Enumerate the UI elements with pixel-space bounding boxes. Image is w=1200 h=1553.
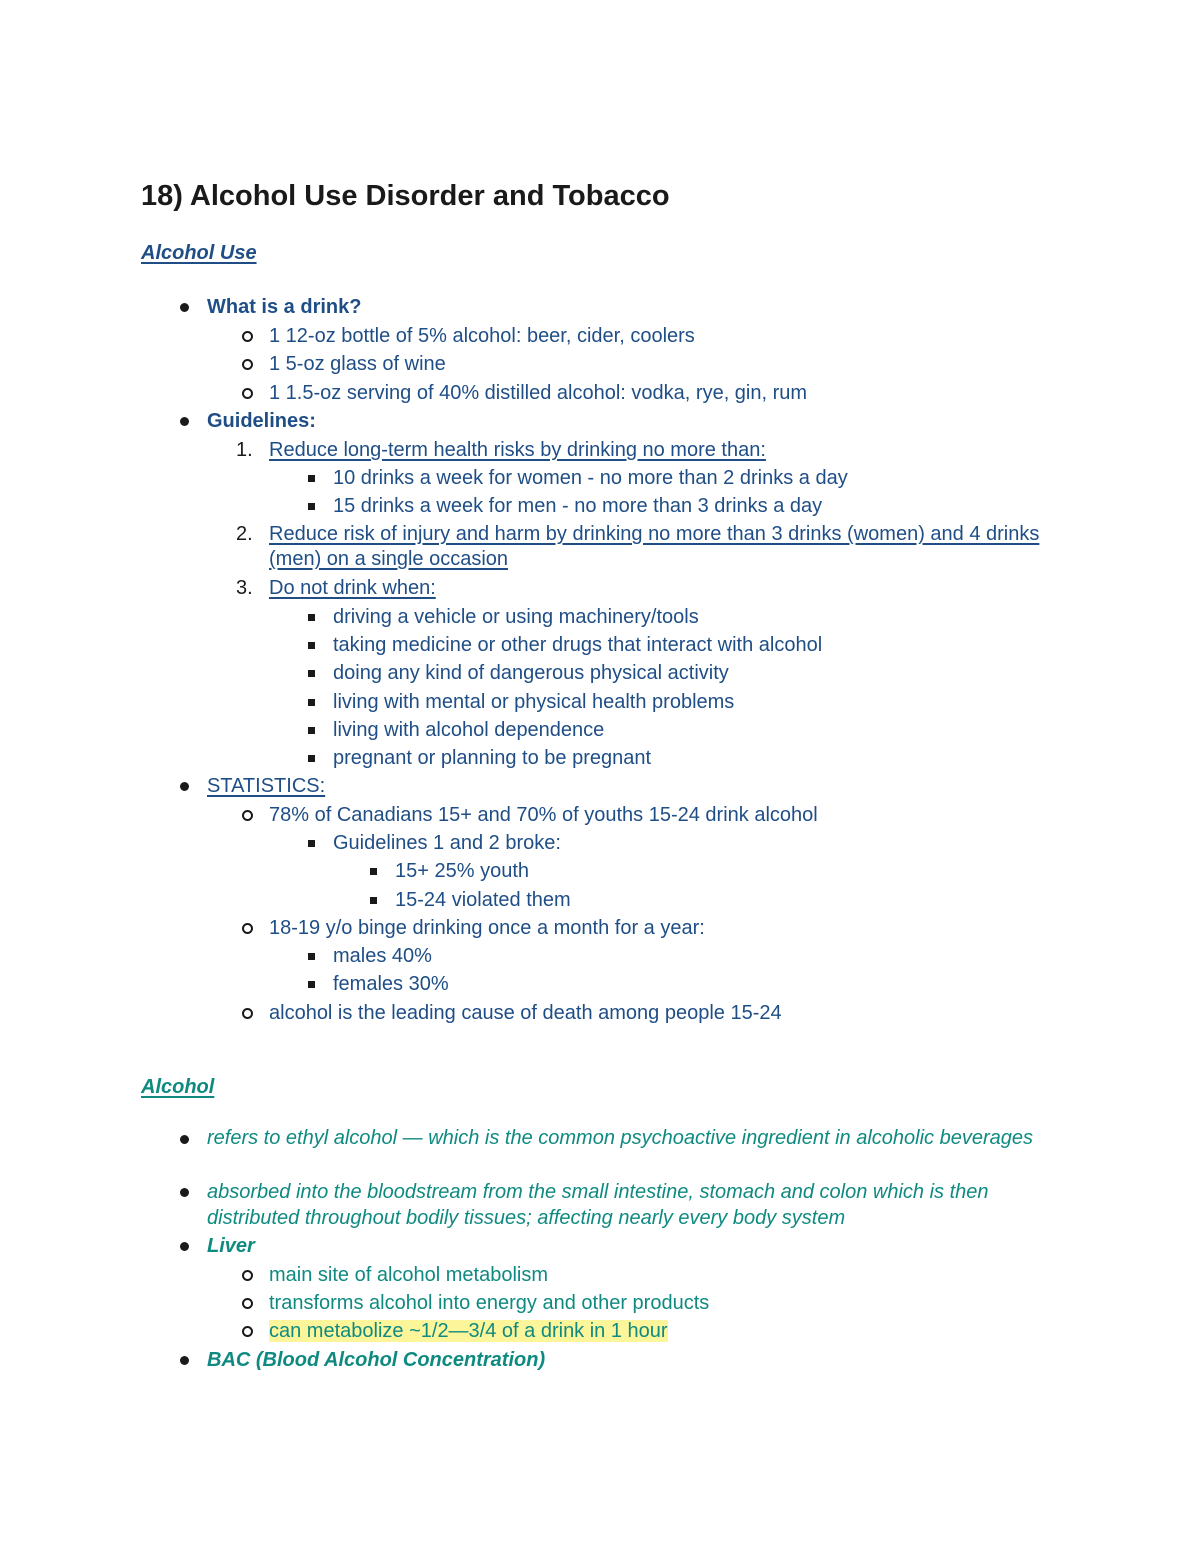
list-item: 1. Reduce long-term health risks by drinking no more than:	[236, 439, 766, 461]
list-item: 15+ 25% youth	[395, 858, 529, 884]
bullet-icon	[242, 1270, 253, 1281]
list-item: pregnant or planning to be pregnant	[333, 745, 651, 771]
bullet-icon	[180, 1188, 189, 1197]
list-item: doing any kind of dangerous physical activity	[333, 660, 729, 686]
bullet-icon	[180, 303, 189, 312]
bullet-icon	[308, 981, 315, 988]
list-item: taking medicine or other drugs that interact with alcohol	[333, 632, 822, 658]
section-heading-alcohol-use: Alcohol Use	[141, 242, 257, 264]
bullet-icon	[180, 1356, 189, 1365]
list-item: What is a drink?	[207, 294, 361, 320]
bullet-icon	[242, 1326, 253, 1337]
list-item: 1 12-oz bottle of 5% alcohol: beer, cider, coolers	[269, 323, 695, 349]
list-item: living with alcohol dependence	[333, 717, 604, 743]
bullet-icon	[242, 1008, 253, 1019]
bullet-icon	[308, 670, 315, 677]
bullet-icon	[308, 727, 315, 734]
bullet-icon	[308, 642, 315, 649]
list-item: females 30%	[333, 971, 449, 997]
bullet-icon	[308, 503, 315, 510]
bullet-icon	[242, 359, 253, 370]
list-item: living with mental or physical health problems	[333, 689, 734, 715]
list-item: 2. Reduce risk of injury and harm by drinking no more than 3 drinks (women) and 4 drinks (men) on a single occasion	[236, 523, 1040, 570]
bullet-icon	[180, 1242, 189, 1251]
bullet-icon	[242, 810, 253, 821]
list-item: STATISTICS:	[207, 773, 325, 799]
bullet-icon	[180, 782, 189, 791]
bullet-icon	[242, 388, 253, 399]
list-item: refers to ethyl alcohol — which is the common psychoactive ingredient in alcoholic beverages	[207, 1126, 1047, 1151]
list-item: Guidelines:	[207, 408, 316, 434]
list-item: 18-19 y/o binge drinking once a month for a year:	[269, 915, 705, 941]
list-item: males 40%	[333, 943, 432, 969]
list-item: 78% of Canadians 15+ and 70% of youths 15-24 drink alcohol	[269, 802, 818, 828]
list-item: BAC (Blood Alcohol Concentration)	[207, 1347, 545, 1373]
list-item: Guidelines 1 and 2 broke:	[333, 830, 561, 856]
list-item: 15-24 violated them	[395, 887, 571, 913]
bullet-icon	[370, 897, 377, 904]
list-item: absorbed into the bloodstream from the small intestine, stomach and colon which is then distributed throughout bodily tissues; affecting nearly every body system	[207, 1179, 1047, 1231]
bullet-icon	[242, 1298, 253, 1309]
list-item: driving a vehicle or using machinery/tools	[333, 604, 699, 630]
highlighted-text: can metabolize ~1/2—3/4 of a drink in 1 hour	[269, 1320, 668, 1342]
bullet-icon	[308, 755, 315, 762]
list-item: transforms alcohol into energy and other products	[269, 1290, 709, 1316]
list-item	[269, 1318, 668, 1344]
bullet-icon	[242, 331, 253, 342]
list-item: main site of alcohol metabolism	[269, 1262, 548, 1288]
list-item: 3. Do not drink when:	[236, 577, 436, 599]
bullet-icon	[308, 840, 315, 847]
bullet-icon	[242, 923, 253, 934]
bullet-icon	[308, 953, 315, 960]
list-item: 10 drinks a week for women - no more than 2 drinks a day	[333, 465, 848, 491]
bullet-icon	[180, 417, 189, 426]
bullet-icon	[308, 699, 315, 706]
bullet-icon	[370, 868, 377, 875]
list-item: 1 5-oz glass of wine	[269, 351, 446, 377]
page-title: 18) Alcohol Use Disorder and Tobacco	[141, 180, 670, 212]
list-item: 1 1.5-oz serving of 40% distilled alcohol: vodka, rye, gin, rum	[269, 380, 807, 406]
bullet-icon	[308, 475, 315, 482]
section-heading-alcohol: Alcohol	[141, 1076, 215, 1098]
bullet-icon	[180, 1135, 189, 1144]
list-item: alcohol is the leading cause of death among people 15-24	[269, 1000, 782, 1026]
list-item: Liver	[207, 1233, 255, 1259]
list-item: 15 drinks a week for men - no more than 3 drinks a day	[333, 493, 822, 519]
bullet-icon	[308, 614, 315, 621]
